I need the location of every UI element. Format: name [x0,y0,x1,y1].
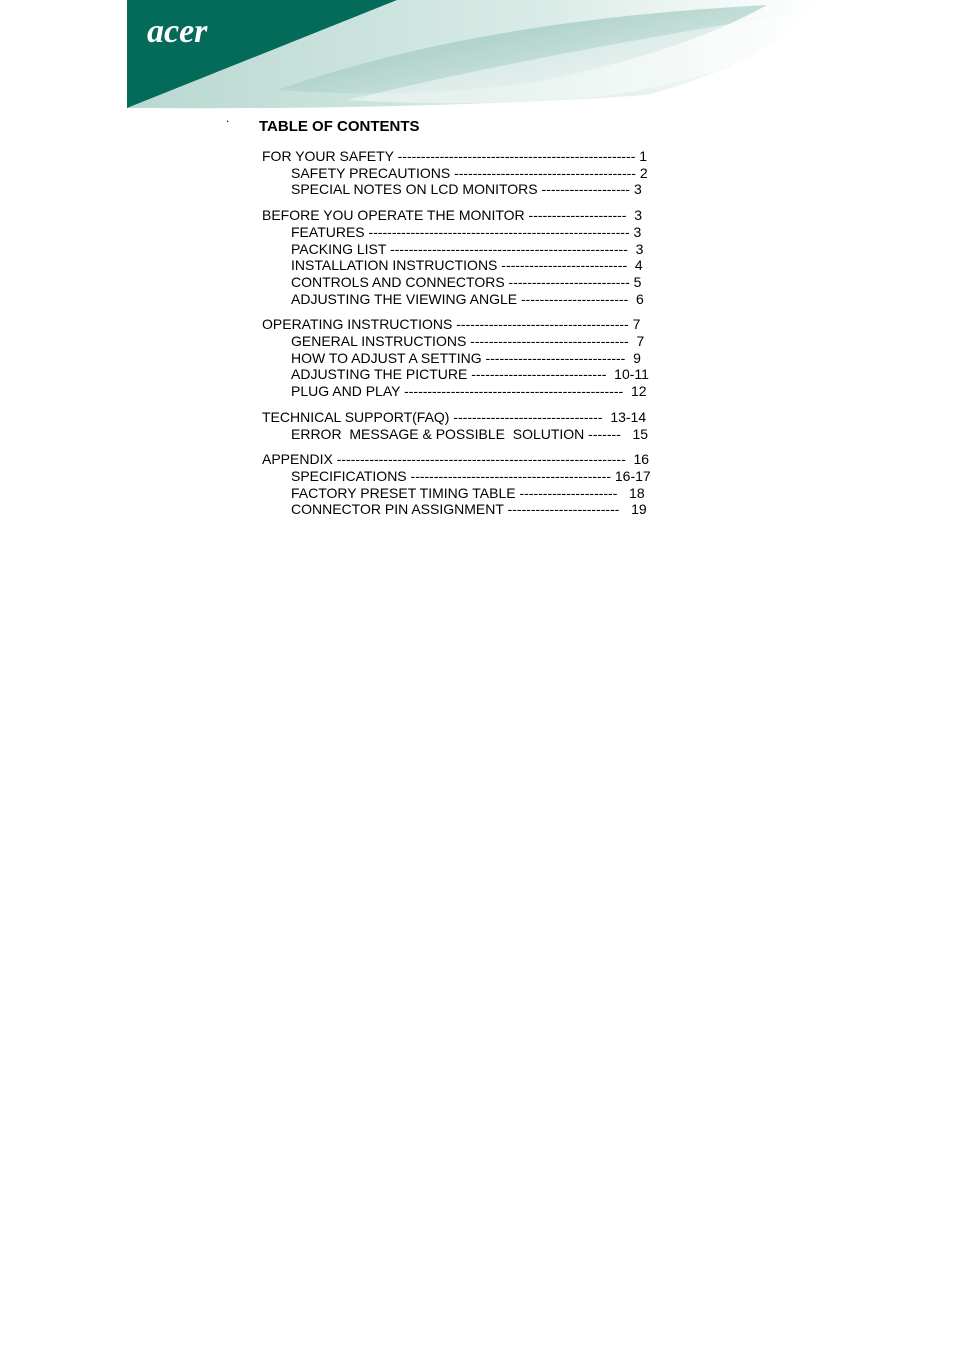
toc-section [262,207,662,307]
toc-entry: BEFORE YOU OPERATE THE MONITOR --------------------- 3 [262,207,643,224]
toc-section [262,409,662,442]
toc-subentry: SPECIFICATIONS ------------------------------------------- 16-17 [291,467,651,484]
page-marker: . [226,111,230,125]
toc-subentry: GENERAL INSTRUCTIONS ---------------------------------- 7 [291,333,645,350]
toc-subentry: PLUG AND PLAY ----------------------------------------------- 12 [291,383,647,400]
toc-entry: TECHNICAL SUPPORT(FAQ) -------------------------------- 13-14 [262,408,647,425]
toc-subentry: FEATURES -------------------------------------------------------- 3 [291,223,642,240]
toc-subentry: INSTALLATION INSTRUCTIONS --------------------------- 4 [291,257,643,274]
toc-subentry: ERROR MESSAGE & POSSIBLE SOLUTION ------- 15 [291,425,649,442]
toc-entry: FOR YOUR SAFETY --------------------------------------------------- 1 [262,148,648,164]
toc-subentry: FACTORY PRESET TIMING TABLE --------------------- 18 [291,484,645,501]
toc-section [262,148,662,198]
toc-subentry: HOW TO ADJUST A SETTING ------------------------------ 9 [291,349,641,366]
toc-subentry: ADJUSTING THE PICTURE ----------------------------- 10-11 [291,366,649,383]
toc-subentry: CONTROLS AND CONNECTORS -------------------------- 5 [291,273,642,290]
toc-section [262,451,662,518]
table-of-contents [262,148,662,527]
toc-entry: OPERATING INSTRUCTIONS ------------------------------------- 7 [262,316,641,333]
toc-title: TABLE OF CONTENTS [259,118,420,135]
toc-subentry: PACKING LIST --------------------------------------------------- 3 [291,240,644,257]
toc-subentry: CONNECTOR PIN ASSIGNMENT ------------------------ 19 [291,501,647,518]
toc-entry: APPENDIX -------------------------------------------------------------- 16 [262,451,650,468]
toc-subentry: SAFETY PRECAUTIONS --------------------------------------- 2 [291,164,648,181]
toc-section [262,316,662,400]
header-banner [127,0,827,110]
acer-logo: acer [147,13,208,50]
toc-subentry: SPECIAL NOTES ON LCD MONITORS ------------------- 3 [291,181,642,198]
toc-subentry: ADJUSTING THE VIEWING ANGLE ----------------------- 6 [291,290,644,307]
